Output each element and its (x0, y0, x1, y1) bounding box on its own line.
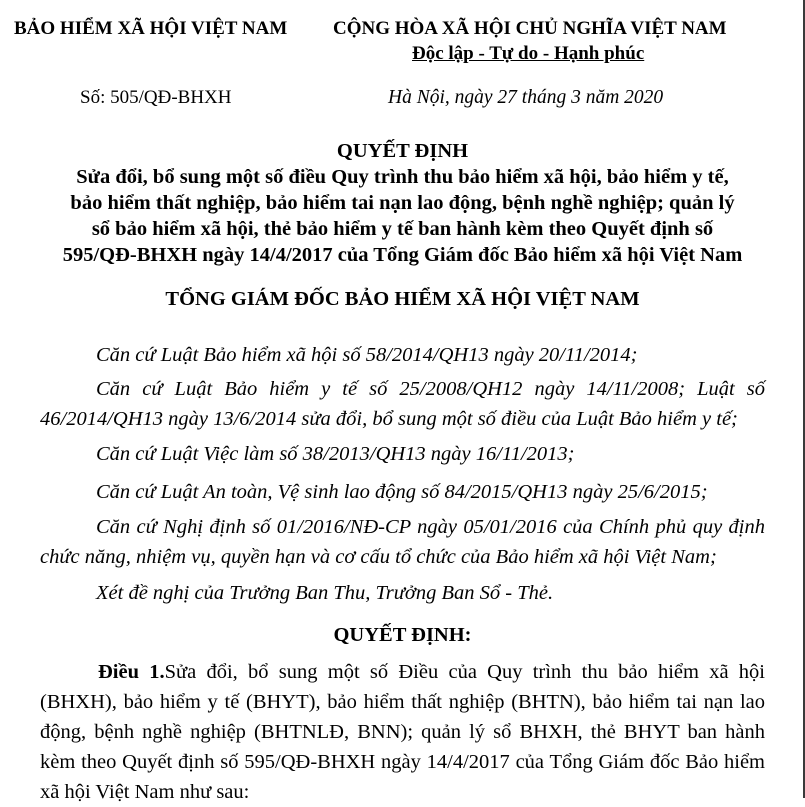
place-date: Hà Nội, ngày 27 tháng 3 năm 2020 (388, 87, 664, 108)
article-1 (40, 657, 765, 807)
legal-basis-3: Căn cứ Luật Việc làm số 38/2013/QH13 ngày 16/11/2013; (96, 443, 575, 465)
decision-heading: QUYẾT ĐỊNH (336, 140, 469, 162)
article-1-label: Điều 1. (98, 661, 165, 683)
republic-name: CỘNG HÒA XÃ HỘI CHỦ NGHĨA VIỆT NAM (333, 18, 727, 39)
national-motto: Độc lập - Tự do - Hạnh phúc (412, 43, 645, 64)
subject-line-2: bảo hiểm thất nghiệp, bảo hiểm tai nạn lao động, bệnh nghề nghiệp; quản lý (70, 192, 735, 214)
legal-basis-1: Căn cứ Luật Bảo hiểm xã hội số 58/2014/QH13 ngày 20/11/2014; (96, 344, 638, 366)
legal-basis-5: Căn cứ Nghị định số 01/2016/NĐ-CP ngày 05/01/2016 của Chính phủ quy định chức năng, nhiệm vụ, quyền hạn và cơ cấu tổ chức của Bảo hiểm xã hội Việt Nam; (40, 516, 765, 568)
agency-name: BẢO HIỂM XÃ HỘI VIỆT NAM (14, 18, 288, 39)
issuing-authority: TỔNG GIÁM ĐỐC BẢO HIỂM XÃ HỘI VIỆT NAM (165, 288, 640, 310)
legal-basis-4: Căn cứ Luật An toàn, Vệ sinh lao động số 84/2015/QH13 ngày 25/6/2015; (96, 481, 708, 503)
decision-section-heading: QUYẾT ĐỊNH: (333, 624, 472, 646)
proposal-basis: Xét đề nghị của Trưởng Ban Thu, Trưởng Ban Sổ - Thẻ. (96, 582, 554, 604)
subject-line-1: Sửa đổi, bổ sung một số điều Quy trình thu bảo hiểm xã hội, bảo hiểm y tế, (76, 166, 729, 188)
article-1-text: Sửa đổi, bổ sung một số Điều của Quy trình thu bảo hiểm xã hội (BHXH), bảo hiểm y tế (BHYT), bảo hiểm thất nghiệp (BHTN), bảo hiểm tai nạn lao động, bệnh nghề nghiệp (BHTNLĐ, BNN); quản lý sổ BHXH, thẻ BHYT ban hành kèm theo Quyết định số 595/QĐ-BHXH ngày 14/4/2017 của Tổng Giám đốc Bảo hiểm xã hội Việt Nam như sau: (40, 661, 765, 803)
subject-line-4: 595/QĐ-BHXH ngày 14/4/2017 của Tổng Giám đốc Bảo hiểm xã hội Việt Nam (62, 244, 743, 266)
legal-basis-2: Căn cứ Luật Bảo hiểm y tế số 25/2008/QH12 ngày 14/11/2008; Luật số 46/2014/QH13 ngày 13/6/2014 sửa đổi, bổ sung một số điều của Luật Bảo hiểm y tế; (40, 378, 765, 430)
document-number: Số: 505/QĐ-BHXH (80, 87, 232, 108)
subject-line-3: sổ bảo hiểm xã hội, thẻ bảo hiểm y tế ban hành kèm theo Quyết định số (91, 218, 714, 240)
